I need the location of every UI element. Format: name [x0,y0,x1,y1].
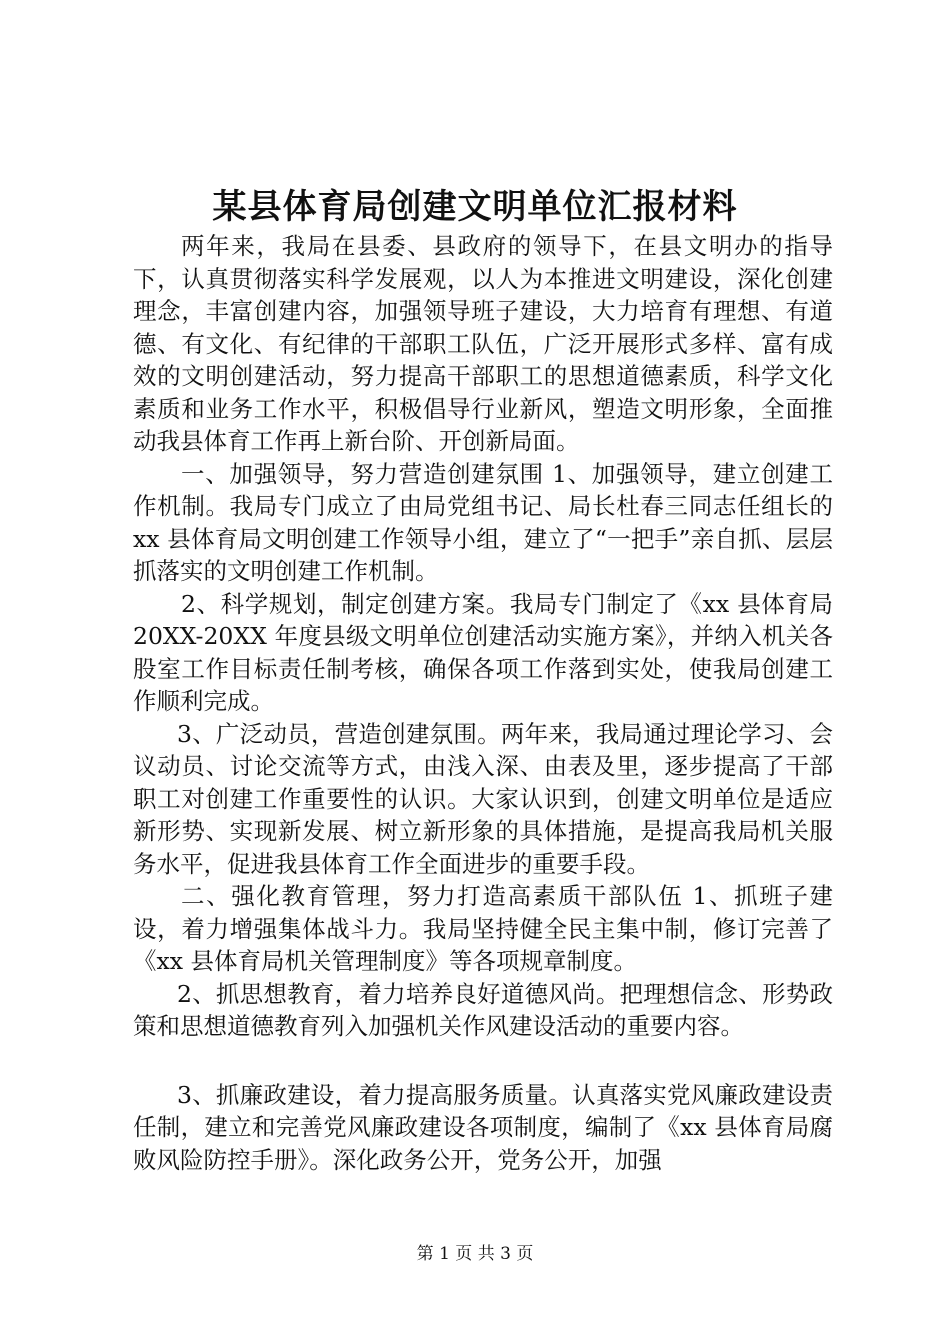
paragraph-section-1-item-3: 3、广泛动员，营造创建氛围。两年来，我局通过理论学习、会议动员、讨论交流等方式，由浅入深、由表及里，逐步提高了干部职工对创建工作重要性的认识。大家认识到，创建文明单位是适应新形势、实现新发展、树立新形象的具体措施，是提高我局机关服务水平，促进我县体育工作全面进步的重要手段。 [133,719,833,878]
paragraph-section-1: 一、加强领导，努力营造创建氛围 1、加强领导，建立创建工作机制。我局专门成立了由局党组书记、局长杜春三同志任组长的 xx 县体育局文明创建工作领导小组，建立了“一把手”亲自抓、层层抓落实的文明创建工作机制。 [133,459,833,585]
paragraph-section-2-item-3: 3、抓廉政建设，着力提高服务质量。认真落实党风廉政建设责任制，建立和完善党风廉政建设各项制度，编制了《xx 县体育局腐败风险防控手册》。深化政务公开，党务公开，加强 [133,1080,833,1174]
paragraph-section-1-item-2: 2、科学规划，制定创建方案。我局专门制定了《xx 县体育局 20XX-20XX 年度县级文明单位创建活动实施方案》，并纳入机关各股室工作目标责任制考核，确保各项工作落到实处，使我局创建工作顺利完成。 [133,589,833,715]
document-title: 某县体育局创建文明单位汇报材料 [212,187,738,227]
document-body [133,230,833,1176]
page-number-footer: 第 1 页 共 3 页 [416,1244,534,1264]
paragraph-intro: 两年来，我局在县委、县政府的领导下，在县文明办的指导下，认真贯彻落实科学发展观，以人为本推进文明建设，深化创建理念，丰富创建内容，加强领导班子建设，大力培育有理想、有道德、有文化、有纪律的干部职工队伍，广泛开展形式多样、富有成效的文明创建活动，努力提高干部职工的思想道德素质，科学文化素质和业务工作水平，积极倡导行业新风，塑造文明形象，全面推动我县体育工作再上新台阶、开创新局面。 [133,232,833,455]
paragraph-section-2: 二、强化教育管理，努力打造高素质干部队伍 1、抓班子建设，着力增强集体战斗力。我局坚持健全民主集中制，修订完善了《xx 县体育局机关管理制度》等各项规章制度。 [133,882,833,975]
paragraph-section-2-item-2: 2、抓思想教育，着力培养良好道德风尚。把理想信念、形势政策和思想道德教育列入加强机关作风建设活动的重要内容。 [133,979,833,1040]
